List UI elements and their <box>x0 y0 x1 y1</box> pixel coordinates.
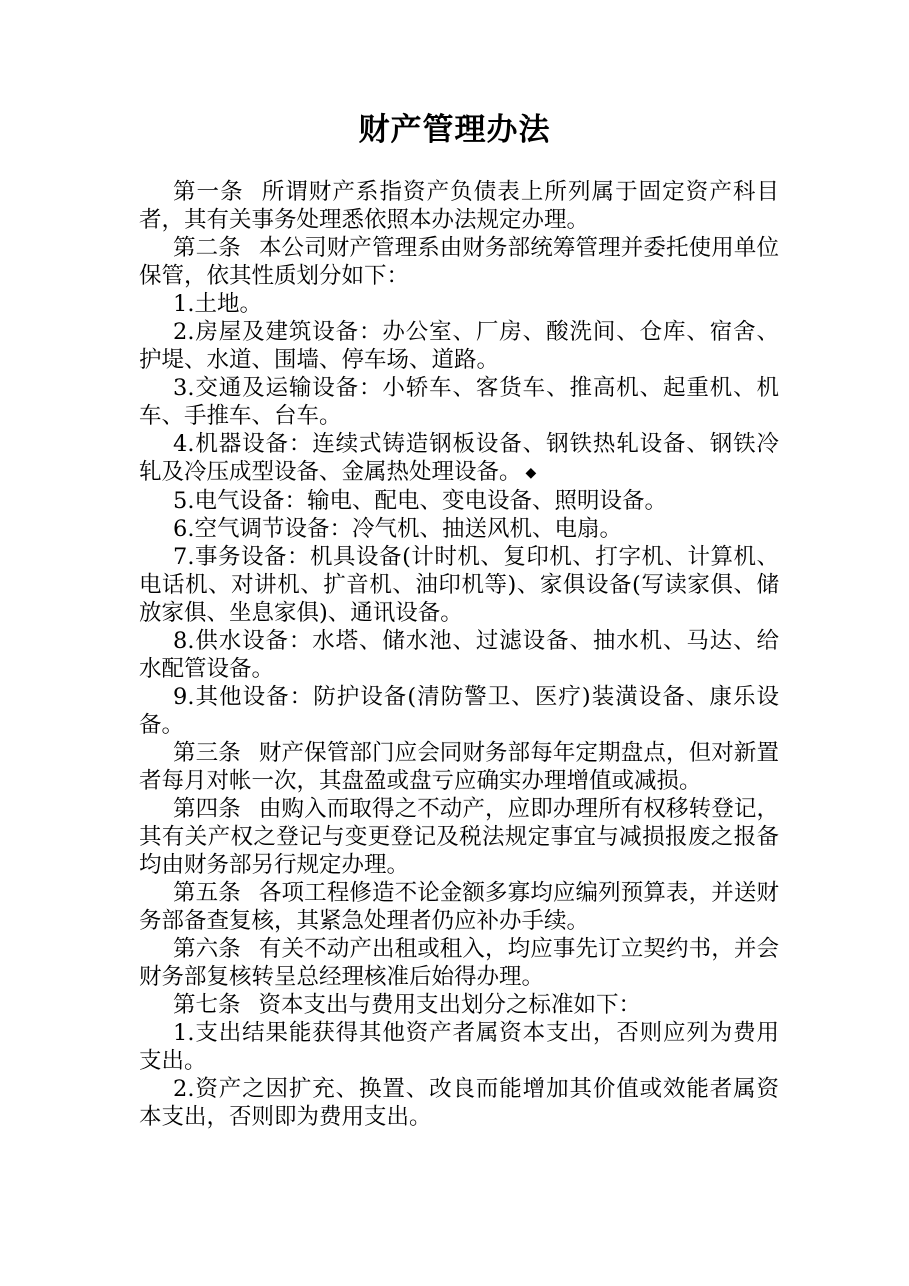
paragraph <box>139 627 779 683</box>
paragraph-text: 1.支出结果能获得其他资产者属资本支出，否则应列为费用支出。 <box>139 1020 779 1074</box>
paragraph-text: 2.资产之因扩充、换置、改良而能增加其价值或效能者属资本支出，否则即为费用支出。 <box>139 1076 779 1130</box>
paragraph-text: 1.土地。 <box>173 291 262 317</box>
paragraph <box>139 683 779 739</box>
paragraph-text: 8.供水设备：水塔、储水池、过滤设备、抽水机、马达、给水配管设备。 <box>139 628 779 682</box>
article-heading: 第三条 <box>173 740 241 766</box>
paragraph-text: 9.其他设备：防护设备(清防警卫、医疗)装潢设备、康乐设备。 <box>139 684 779 738</box>
paragraph <box>139 543 779 627</box>
article-heading: 第一条 <box>173 179 244 205</box>
document-body <box>139 178 779 1131</box>
paragraph <box>139 991 779 1019</box>
article-heading: 第五条 <box>173 880 241 906</box>
paragraph <box>139 318 779 374</box>
paragraph-text: 2.房屋及建筑设备：办公室、厂房、酸洗间、仓库、宿舍、护堤、水道、围墙、停车场、道路。 <box>139 319 779 373</box>
article-heading: 第四条 <box>173 796 241 822</box>
paragraph-text: 各项工程修造不论金额多寡均应编列预算表，并送财务部备查复核，其紧急处理者仍应补办手续。 <box>139 880 779 934</box>
paragraph <box>139 795 779 879</box>
paragraph-text: 5.电气设备：输电、配电、变电设备、照明设备。 <box>173 488 667 514</box>
paragraph-text: 本公司财产管理系由财务部统筹管理并委托使用单位保管，依其性质划分如下： <box>139 235 779 289</box>
document-title: 财产管理办法 <box>358 112 551 148</box>
paragraph <box>139 430 779 487</box>
paragraph <box>139 487 779 515</box>
paragraph <box>139 935 779 991</box>
paragraph <box>139 178 779 234</box>
paragraph-text: 有关不动产出租或租入，均应事先订立契约书，并会财务部复核转呈总经理核准后始得办理。 <box>139 936 779 990</box>
article-heading: 第六条 <box>173 936 241 962</box>
paragraph <box>139 1019 779 1075</box>
paragraph <box>139 879 779 935</box>
paragraph <box>139 739 779 795</box>
paragraph <box>139 290 779 318</box>
article-heading: 第二条 <box>173 235 241 261</box>
paragraph-text: 由购入而取得之不动产，应即办理所有权移转登记，其有关产权之登记与变更登记及税法规定事宜与减损报废之报备均由财务部另行规定办理。 <box>139 796 779 878</box>
diamond-icon: ◆ <box>525 465 537 481</box>
paragraph-text: 4.机器设备：连续式铸造钢板设备、钢铁热轧设备、钢铁冷轧及冷压成型设备、金属热处理设备。 <box>139 431 779 485</box>
paragraph-text: 资本支出与费用支出划分之标准如下： <box>258 992 642 1018</box>
paragraph <box>139 234 779 290</box>
paragraph-text: 财产保管部门应会同财务部每年定期盘点，但对新置者每月对帐一次，其盘盈或盘亏应确实办理增值或减损。 <box>139 740 779 794</box>
paragraph <box>139 1075 779 1131</box>
paragraph-text: 6.空气调节设备：冷气机、抽送风机、电扇。 <box>173 516 622 542</box>
paragraph-text: 7.事务设备：机具设备(计时机、复印机、打字机、计算机、电话机、对讲机、扩音机、油印机等)、家俱设备(写读家俱、储放家俱、坐息家俱)、通讯设备。 <box>139 544 779 626</box>
paragraph <box>139 515 779 543</box>
paragraph-text: 3.交通及运输设备：小轿车、客货车、推高机、起重机、机车、手推车、台车。 <box>139 375 779 429</box>
paragraph-text: 所谓财产系指资产负债表上所列属于固定资产科目者，其有关事务处理悉依照本办法规定办理。 <box>139 179 779 233</box>
article-heading: 第七条 <box>173 992 241 1018</box>
paragraph <box>139 374 779 430</box>
